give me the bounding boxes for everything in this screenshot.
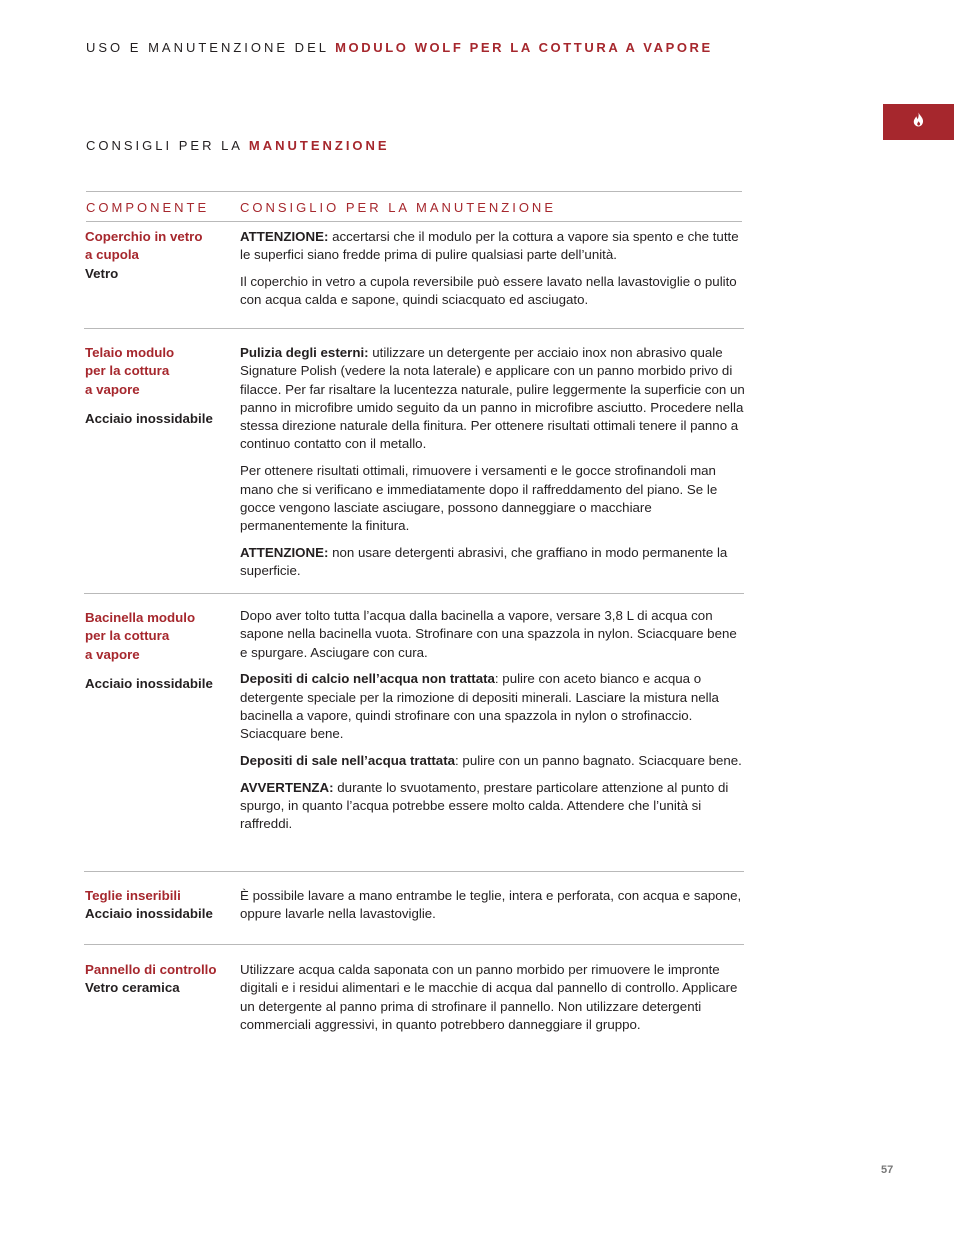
table-row [84,945,744,1065]
table-header [86,191,742,222]
running-header-prefix: USO E MANUTENZIONE DEL [86,40,329,55]
section-title-highlight: MANUTENZIONE [248,138,390,153]
running-header-highlight: MODULO WOLF PER LA COTTURA A VAPORE [335,40,713,55]
advice-paragraph [240,670,746,743]
advice-paragraph [240,779,746,834]
advice-label: ATTENZIONE: [240,229,329,244]
page-number: 57 [881,1164,894,1176]
section-title [86,138,390,153]
flame-icon [912,112,925,132]
component-cell [85,609,237,693]
advice-paragraph [240,544,746,581]
advice-paragraph [240,752,746,770]
table-row [84,329,744,594]
column-header-advice: CONSIGLIO PER LA MANUTENZIONE [240,200,556,215]
advice-label: Depositi di calcio nell’acqua non trattata [240,671,495,687]
component-name: per la cottura [85,363,170,379]
advice-paragraph [240,887,746,924]
component-name: Coperchio in vetro [85,229,203,244]
table-row [84,594,744,872]
advice-paragraph [240,961,746,1034]
component-name: Teglie inseribili [85,888,181,903]
component-material: Acciaio inossidabile [85,410,213,426]
advice-text: accertarsi che il modulo per la cottura a vapore sia spento e che tutte le superfici siano fredde prima di pulire qualsiasi parte dell’unità. [240,229,739,263]
advice-cell [240,222,746,310]
component-cell [85,344,237,428]
component-material: Vetro [85,265,119,281]
component-name: a vapore [85,381,140,397]
advice-paragraph [240,228,746,265]
table-row [84,872,744,945]
advice-text: utilizzare un detergente per acciaio inox non abrasivo quale Signature Polish (vedere la nota laterale) e applicare con un panno morbido privo di filacce. Per far risaltare la lucentezza naturale, pulire leggermente la superficie con un panno in microfibre umido seguito da un panno in microfibre asciutto. Procedere nella stessa direzione naturale della finitura. Per ottenere risultati ottimali tenere il panno a continuo contatto con il metallo. [240,345,745,452]
advice-text: : pulire con un panno bagnato. Sciacquare bene. [455,753,742,769]
running-header [86,40,713,55]
advice-cell [240,872,746,924]
advice-cell [240,945,746,1034]
advice-label: ATTENZIONE: [240,544,329,560]
advice-text: È possibile lavare a mano entrambe le teglie, intera e perforata, con acqua e sapone, oppure lavarle nella lavastoviglie. [240,888,742,922]
component-name: a cupola [85,247,139,263]
component-name: Telaio modulo [85,345,175,360]
section-tab [883,104,954,140]
advice-text: Per ottenere risultati ottimali, rimuovere i versamenti e le gocce strofinandoli man mano che si verificano e immediatamente dopo il raffreddamento del piano. Se le gocce vengono lasciate asciugare, possono danneggiare o macchiare permanentemente la finitura. [240,463,718,534]
advice-paragraph [240,607,746,662]
maintenance-table [84,191,744,1065]
advice-text: durante lo svuotamento, prestare particolare attenzione al punto di spurgo, in quanto l’acqua potrebbe essere molto calda. Attendere che l’unità si raffreddi. [240,779,729,832]
advice-text: Utilizzare acqua calda saponata con un panno morbido per rimuovere le impronte digitali e i residui alimentari e le macchie di acqua dal pannello di controllo. Applicare un detergente al panno prima di strofinare il pannello. Non utilizzare detergenti commerciali aggressivi, in quanto potrebbero danneggiare il gruppo. [240,962,738,1032]
advice-label: Depositi di sale nell’acqua trattata [240,753,456,769]
component-cell [85,887,237,924]
advice-text: Dopo aver tolto tutta l’acqua dalla bacinella a vapore, versare 3,8 L di acqua con sapone nella bacinella vuota. Strofinare con una spazzola in nylon. Sciacquare bene e spurgare. Asciugare con cura. [240,608,737,660]
advice-text: : pulire con aceto bianco e acqua o detergente speciale per la rimozione di depositi minerali. Lasciare la mistura nella bacinella a vapore, quindi strofinare con una spazzola in nylon o strofinaccio. Sciacquare bene. [240,671,719,742]
component-material: Acciaio inossidabile [85,675,213,691]
component-name: per la cottura [85,628,170,644]
advice-cell [240,329,746,581]
advice-paragraph [240,462,746,535]
advice-cell [240,594,746,834]
column-header-component: COMPONENTE [86,200,210,215]
component-name: Pannello di controllo [85,962,217,977]
component-name: Bacinella modulo [85,610,196,625]
advice-paragraph [240,273,746,310]
advice-text: Il coperchio in vetro a cupola reversibile può essere lavato nella lavastoviglie o pulito con acqua calda e sapone, quindi sciacquato ed asciugato. [240,274,737,308]
advice-text: non usare detergenti abrasivi, che graffiano in modo permanente la superficie. [240,544,728,579]
advice-label: Pulizia degli esterni: [240,345,369,360]
component-name: a vapore [85,646,140,662]
component-cell [85,228,237,283]
component-cell [85,961,237,998]
component-material: Acciaio inossidabile [85,906,213,922]
advice-paragraph [240,344,746,454]
advice-label: AVVERTENZA: [240,779,334,795]
component-material: Vetro ceramica [85,980,180,996]
section-title-prefix: CONSIGLI PER LA [86,138,243,153]
table-row [84,222,744,329]
